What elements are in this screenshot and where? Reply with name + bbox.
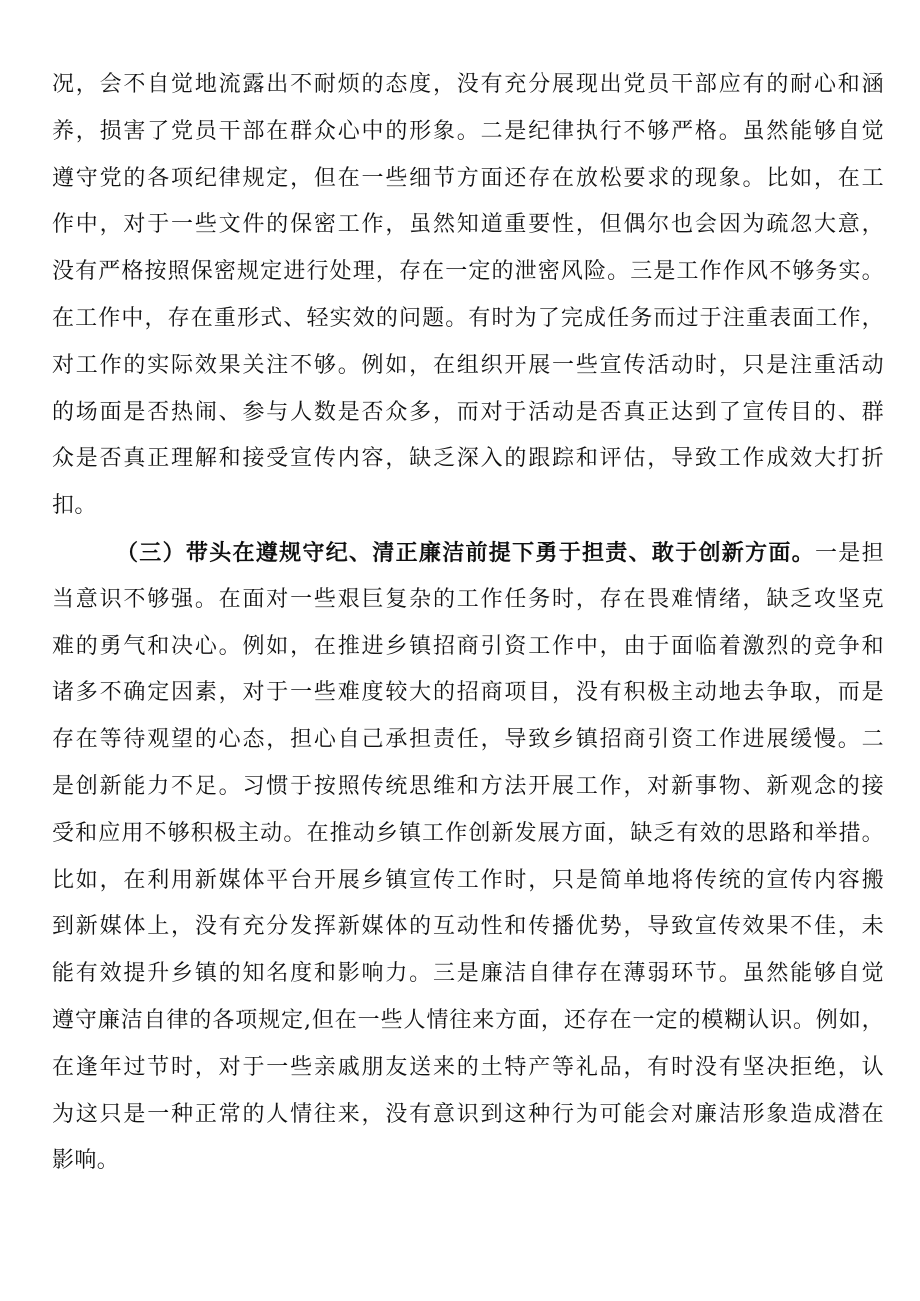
paragraph-line: 难的勇气和决心。例如，在推进乡镇招商引资工作中，由于面临着激烈的竞争和	[52, 633, 884, 659]
document-body	[52, 62, 884, 1185]
paragraph-line: 能有效提升乡镇的知名度和影响力。三是廉洁自律存在薄弱环节。虽然能够自觉	[52, 961, 884, 987]
paragraph-line: 受和应用不够积极主动。在推动乡镇工作创新发展方面，缺乏有效的思路和举措。	[52, 820, 884, 846]
paragraph-line: 遵守党的各项纪律规定，但在一些细节方面还存在放松要求的现象。比如，在工	[52, 165, 884, 191]
paragraph-line: 到新媒体上，没有充分发挥新媒体的互动性和传播优势，导致宣传效果不佳，未	[52, 914, 884, 940]
paragraph-line: 养，损害了党员干部在群众心中的形象。二是纪律执行不够严格。虽然能够自觉	[52, 118, 884, 144]
section-heading: （三）带头在遵规守纪、清正廉洁前提下勇于担责、敢于创新方面。	[116, 539, 815, 566]
paragraph-line: 比如，在利用新媒体平台开展乡镇宣传工作时，只是简单地将传统的宣传内容搬	[52, 867, 884, 893]
paragraph-line: 诸多不确定因素，对于一些难度较大的招商项目，没有积极主动地去争取，而是	[52, 680, 884, 706]
paragraph-line: 存在等待观望的心态，担心自己承担责任，导致乡镇招商引资工作进展缓慢。二	[52, 727, 884, 753]
paragraph-line: 在逢年过节时，对于一些亲戚朋友送来的土特产等礼品，有时没有坚决拒绝，认	[52, 1054, 884, 1080]
paragraph-line: 没有严格按照保密规定进行处理，存在一定的泄密风险。三是工作作风不够务实。	[52, 259, 884, 285]
paragraph-line: 众是否真正理解和接受宣传内容，缺乏深入的跟踪和评估，导致工作成效大打折	[52, 446, 884, 472]
paragraph-line: 的场面是否热闹、参与人数是否众多，而对于活动是否真正达到了宣传目的、群	[52, 399, 884, 425]
section-heading-line	[52, 530, 884, 577]
paragraph-line: 影响。	[52, 1148, 120, 1174]
paragraph-line: 在工作中，存在重形式、轻实效的问题。有时为了完成任务而过于注重表面工作，	[52, 305, 884, 331]
paragraph-line: 对工作的实际效果关注不够。例如，在组织开展一些宣传活动时，只是注重活动	[52, 352, 884, 378]
paragraph-line: 当意识不够强。在面对一些艰巨复杂的工作任务时，存在畏难情绪，缺乏攻坚克	[52, 586, 884, 612]
paragraph-line: 作中，对于一些文件的保密工作，虽然知道重要性，但偶尔也会因为疏忽大意，	[52, 212, 884, 238]
section-heading-continuation: 一是担	[815, 540, 884, 566]
paragraph-line: 扣。	[52, 493, 97, 519]
paragraph-line: 遵守廉洁自律的各项规定,但在一些人情往来方面，还存在一定的模糊认识。例如，	[52, 1007, 884, 1033]
paragraph-line: 况，会不自觉地流露出不耐烦的态度，没有充分展现出党员干部应有的耐心和涵	[52, 72, 884, 97]
paragraph-line: 为这只是一种正常的人情往来，没有意识到这种行为可能会对廉洁形象造成潜在	[52, 1101, 884, 1127]
paragraph-line: 是创新能力不足。习惯于按照传统思维和方法开展工作，对新事物、新观念的接	[52, 773, 884, 799]
